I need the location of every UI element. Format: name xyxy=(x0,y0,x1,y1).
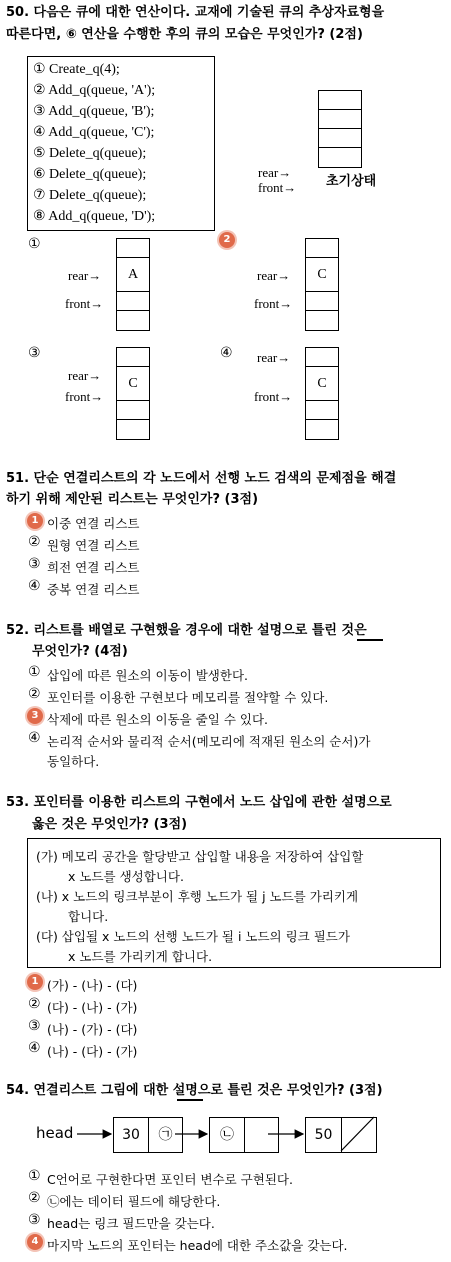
q54-head-label: head xyxy=(36,1124,74,1142)
q50-option-1-queue xyxy=(116,238,150,331)
q50-option-3-number[interactable]: ③ xyxy=(28,345,41,361)
q53-step-na-cont: 합니다. xyxy=(68,909,109,924)
q50-operations-box xyxy=(27,56,215,231)
q53-option-3-number[interactable]: ③ xyxy=(28,1018,41,1034)
q51-title-line1: 51. 단순 연결리스트의 각 노드에서 선행 노드 검색의 문제점을 해결 xyxy=(6,471,397,486)
q50-op-6: ⑥ Delete_q(queue); xyxy=(33,167,147,182)
q50-option-2-front: front→ xyxy=(254,296,293,311)
q51-option-4-text[interactable]: 중복 연결 리스트 xyxy=(47,582,140,597)
q51-title-line2: 하기 위해 제안된 리스트는 무엇인가? (3점) xyxy=(6,492,259,507)
q50-initial-label: 초기상태 xyxy=(326,174,377,189)
q51-option-3-number[interactable]: ③ xyxy=(28,556,41,572)
q50-title-line1: 50. 다음은 큐에 대한 연산이다. 교재에 기술된 큐의 추상자료형을 xyxy=(6,5,385,20)
q53-title-line1: 53. 포인터를 이용한 리스트의 구현에서 노드 삽입에 관한 설명으로 xyxy=(6,795,392,810)
q50-initial-front: front→ xyxy=(258,180,297,195)
q51-option-3-text[interactable]: 희전 연결 리스트 xyxy=(47,560,140,575)
q54-node1 xyxy=(113,1117,183,1153)
q53-step-ga-cont: x 노드를 생성합니다. xyxy=(68,869,184,884)
q54-node3 xyxy=(305,1117,377,1153)
q50-option-2-queue xyxy=(305,238,339,331)
q53-option-4-text[interactable]: (나) - (다) - (가) xyxy=(47,1044,138,1059)
q50-option-4-front: front→ xyxy=(254,389,293,404)
q50-op-2: ② Add_q(queue, 'A'); xyxy=(33,83,156,98)
q50-option-4-value: C xyxy=(306,367,338,401)
q50-op-5: ⑤ Delete_q(queue); xyxy=(33,146,147,161)
q50-option-3-front: front→ xyxy=(65,389,104,404)
q50-initial-queue xyxy=(318,90,362,168)
q50-op-4: ④ Add_q(queue, 'C'); xyxy=(33,125,155,140)
q52-option-4-number[interactable]: ④ xyxy=(28,730,41,746)
q50-option-4-number[interactable]: ④ xyxy=(220,345,233,361)
q53-step-na: (나) x 노드의 링크부분이 후행 노드가 될 j 노드를 가리키게 xyxy=(36,889,359,904)
q52-option-4-text-cont: 동일하다. xyxy=(47,754,100,769)
q53-step-ga: (가) 메모리 공간을 할당받고 삽입할 내용을 저장하여 삽입할 xyxy=(36,849,364,864)
q50-option-1-value: A xyxy=(117,258,149,292)
q50-option-2-rear: rear→ xyxy=(257,268,291,283)
q50-op-7: ⑦ Delete_q(queue); xyxy=(33,188,147,203)
q53-step-da-cont: x 노드를 가리키게 합니다. xyxy=(68,949,213,964)
q52-option-2-text[interactable]: 포인터를 이용한 구현보다 메모리를 절약할 수 있다. xyxy=(47,690,329,705)
q50-option-2-value: C xyxy=(306,258,338,292)
q50-option-3-value: C xyxy=(117,367,149,401)
q54-option-4-selected-badge[interactable]: 4 xyxy=(27,1234,43,1250)
q53-option-2-text[interactable]: (다) - (나) - (가) xyxy=(47,1000,138,1015)
q53-title-line2: 옳은 것은 무엇인가? (3점) xyxy=(32,817,188,832)
q54-node1-data: 30 xyxy=(114,1118,149,1152)
q50-op-8: ⑧ Add_q(queue, 'D'); xyxy=(33,209,156,224)
q50-op-1: ① Create_q(4); xyxy=(33,62,120,77)
q52-option-1-text[interactable]: 삽입에 따른 원소의 이동이 발생한다. xyxy=(47,668,248,683)
q54-node3-data: 50 xyxy=(306,1118,342,1152)
q50-option-3-rear: rear→ xyxy=(68,368,102,383)
q54-option-3-text[interactable]: head는 링크 필드만을 갖는다. xyxy=(47,1216,215,1231)
q54-node1-link: ㉠ xyxy=(158,1127,173,1143)
q52-option-1-number[interactable]: ① xyxy=(28,664,41,680)
q51-option-1-text[interactable]: 이중 연결 리스트 xyxy=(47,516,140,531)
q54-option-4-text[interactable]: 마지막 노드의 포인터는 head에 대한 주소값을 갖는다. xyxy=(47,1238,348,1253)
q53-option-3-text[interactable]: (나) - (가) - (다) xyxy=(47,1022,138,1037)
q52-option-3-text[interactable]: 삭제에 따른 원소의 이동을 줄일 수 있다. xyxy=(47,712,269,727)
q50-option-4-rear: rear→ xyxy=(257,350,291,365)
q53-steps-box xyxy=(27,838,441,968)
q50-option-3-queue xyxy=(116,347,150,440)
q54-node2-data: ㉡ xyxy=(210,1118,245,1152)
q54-option-1-number[interactable]: ① xyxy=(28,1168,41,1184)
q52-option-4-text[interactable]: 논리적 순서와 물리적 순서(메모리에 적재된 원소의 순서)가 xyxy=(47,734,371,749)
q50-option-1-front: front→ xyxy=(65,296,104,311)
q50-initial-rear: rear→ xyxy=(258,165,292,180)
q53-option-1-text[interactable]: (가) - (나) - (다) xyxy=(47,978,138,993)
q51-option-4-number[interactable]: ④ xyxy=(28,578,41,594)
q51-option-2-number[interactable]: ② xyxy=(28,534,41,550)
q52-title-line2: 무엇인가? (4점) xyxy=(32,644,128,659)
q54-node2 xyxy=(209,1117,279,1153)
q51-option-1-selected-badge[interactable]: 1 xyxy=(27,513,43,529)
q54-title: 54. 연결리스트 그림에 대한 설명으로 틀린 것은 무엇인가? (3점) xyxy=(6,1083,383,1098)
q51-option-2-text[interactable]: 원형 연결 리스트 xyxy=(47,538,140,553)
q50-option-2-selected-badge[interactable]: 2 xyxy=(219,232,235,248)
q53-option-4-number[interactable]: ④ xyxy=(28,1040,41,1056)
q54-option-2-text[interactable]: ㉡에는 데이터 필드에 해당한다. xyxy=(47,1194,221,1209)
q52-option-3-selected-badge[interactable]: 3 xyxy=(27,708,43,724)
q50-op-3: ③ Add_q(queue, 'B'); xyxy=(33,104,155,119)
q54-option-2-number[interactable]: ② xyxy=(28,1190,41,1206)
q53-option-2-number[interactable]: ② xyxy=(28,996,41,1012)
q52-option-2-number[interactable]: ② xyxy=(28,686,41,702)
q52-title-line1: 52. 리스트를 배열로 구현했을 경우에 대한 설명으로 틀린 것은 xyxy=(6,623,367,638)
q50-option-4-queue xyxy=(305,347,339,440)
q54-option-1-text[interactable]: C언어로 구현한다면 포인터 변수로 구현된다. xyxy=(47,1172,293,1187)
q53-option-1-selected-badge[interactable]: 1 xyxy=(27,974,43,990)
q50-option-1-number[interactable]: ① xyxy=(28,236,41,252)
q50-option-1-rear: rear→ xyxy=(68,268,102,283)
q50-title-line2: 따른다면, ⑥ 연산을 수행한 후의 큐의 모습은 무엇인가? (2점) xyxy=(6,27,363,42)
q53-step-da: (다) 삽입될 x 노드의 선행 노드가 될 i 노드의 링크 필드가 xyxy=(36,929,350,944)
q54-option-3-number[interactable]: ③ xyxy=(28,1212,41,1228)
